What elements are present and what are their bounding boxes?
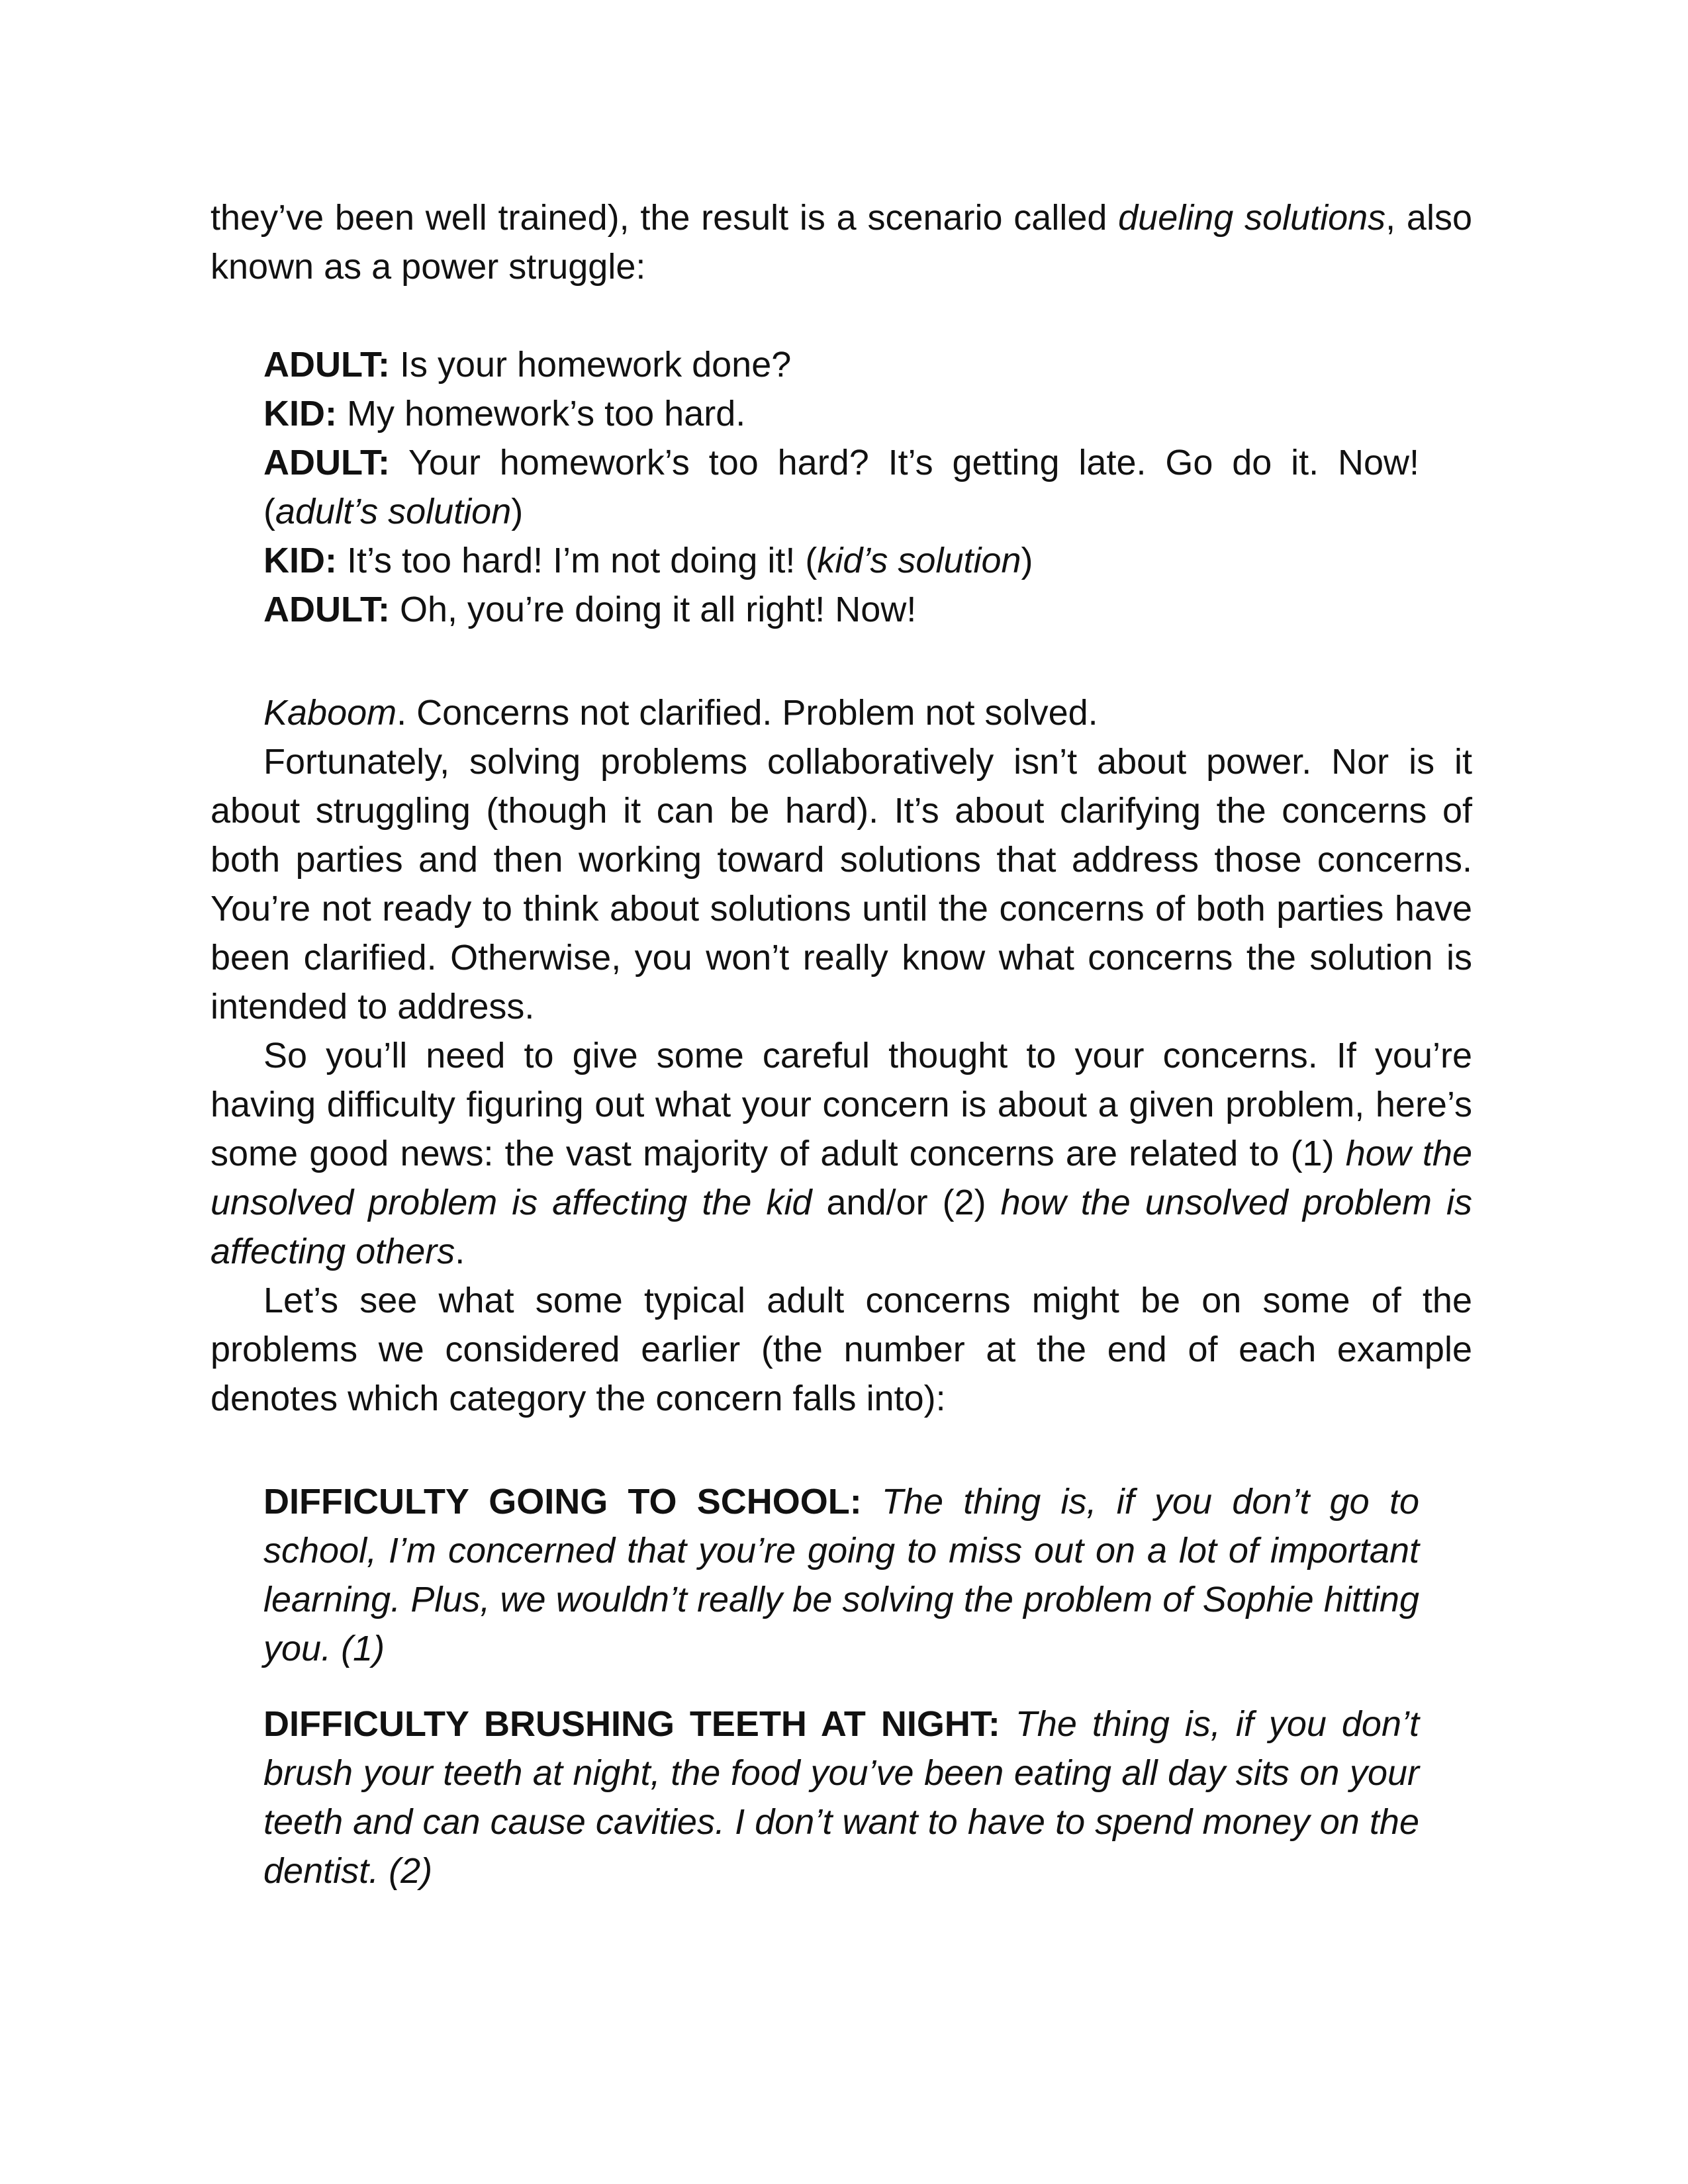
intro-text-start: they’ve been well trained), the result is a scenario called bbox=[211, 198, 1119, 238]
body-paragraph-2 bbox=[211, 1031, 1472, 1276]
dialogue-note: kid’s solution bbox=[817, 541, 1021, 580]
dialogue-line bbox=[263, 340, 1419, 389]
intro-term: dueling solutions bbox=[1118, 198, 1386, 238]
p2-emphasis-1: how the unsolved problem is affecting the kid bbox=[211, 1134, 1472, 1222]
p2-text-c: . bbox=[455, 1232, 465, 1271]
dialogue-text: Oh, you’re doing it all right! Now! bbox=[389, 590, 917, 629]
dialogue-line bbox=[263, 389, 1419, 438]
dialogue-speaker: ADULT: bbox=[263, 443, 390, 482]
intro-paragraph bbox=[211, 193, 1472, 291]
example-teeth bbox=[263, 1700, 1419, 1895]
dialogue-text: Your homework’s too hard? It’s getting late. Go do it. Now! ( bbox=[263, 443, 1419, 531]
dialogue-line bbox=[263, 585, 1419, 634]
example-school bbox=[263, 1477, 1419, 1673]
dialogue-note: adult’s solution bbox=[275, 492, 512, 531]
dialogue-close: ) bbox=[511, 492, 524, 531]
dialogue-line bbox=[263, 438, 1419, 536]
dialogue-speaker: KID: bbox=[263, 394, 337, 433]
kaboom-word: Kaboom bbox=[263, 693, 397, 733]
intro-text-end: , also known as a power struggle: bbox=[211, 198, 1472, 287]
dialogue-speaker: ADULT: bbox=[263, 590, 390, 629]
body-paragraph-1: Fortunately, solving problems collaboratively isn’t about power. Nor is it about struggling (though it can be hard). It’s about clarifying the concerns of both parties and then working toward solutions that address those concerns. You’re not ready to think about solutions until the concerns of both parties have been clarified. Otherwise, you won’t really know what concerns the solution is intended to address. bbox=[211, 742, 1472, 1026]
document-page bbox=[211, 193, 1472, 1895]
dialogue-line bbox=[263, 536, 1419, 585]
body-paragraph-3: Let’s see what some typical adult concerns might be on some of the problems we considered earlier (the number at the end of each example denotes which category the concern falls into): bbox=[211, 1281, 1472, 1418]
example-text: The thing is, if you don’t brush your teeth at night, the food you’ve been eating all day sits on your teeth and can cause cavities. I don’t want to have to spend money on the dentist. (2) bbox=[263, 1704, 1420, 1891]
p2-emphasis-2: how the unsolved problem is affecting others bbox=[211, 1183, 1473, 1271]
dialogue-speaker: ADULT: bbox=[263, 345, 390, 385]
example-heading: DIFFICULTY GOING TO SCHOOL: bbox=[263, 1482, 862, 1522]
dialogue-block bbox=[263, 340, 1419, 634]
example-text: The thing is, if you don’t go to school, I’m concerned that you’re going to miss out on a lot of important learning. Plus, we wouldn’t really be solving the problem of Sophie hitting you. (1) bbox=[263, 1482, 1419, 1668]
kaboom-paragraph bbox=[211, 688, 1472, 737]
p2-text-a: So you’ll need to give some careful thought to your concerns. If you’re having difficulty figuring out what your concern is about a given problem, here’s some good news: the vast majority of adult concerns are related to (1) bbox=[211, 1036, 1472, 1173]
dialogue-text: It’s too hard! I’m not doing it! ( bbox=[336, 541, 818, 580]
dialogue-close: ) bbox=[1021, 541, 1033, 580]
kaboom-text: . Concerns not clarified. Problem not solved. bbox=[397, 693, 1098, 733]
dialogue-speaker: KID: bbox=[263, 541, 337, 580]
example-heading: DIFFICULTY BRUSHING TEETH AT NIGHT: bbox=[263, 1704, 1000, 1744]
p2-text-b: and/or (2) bbox=[812, 1183, 1001, 1222]
dialogue-text: My homework’s too hard. bbox=[336, 394, 746, 433]
dialogue-text: Is your homework done? bbox=[389, 345, 792, 385]
